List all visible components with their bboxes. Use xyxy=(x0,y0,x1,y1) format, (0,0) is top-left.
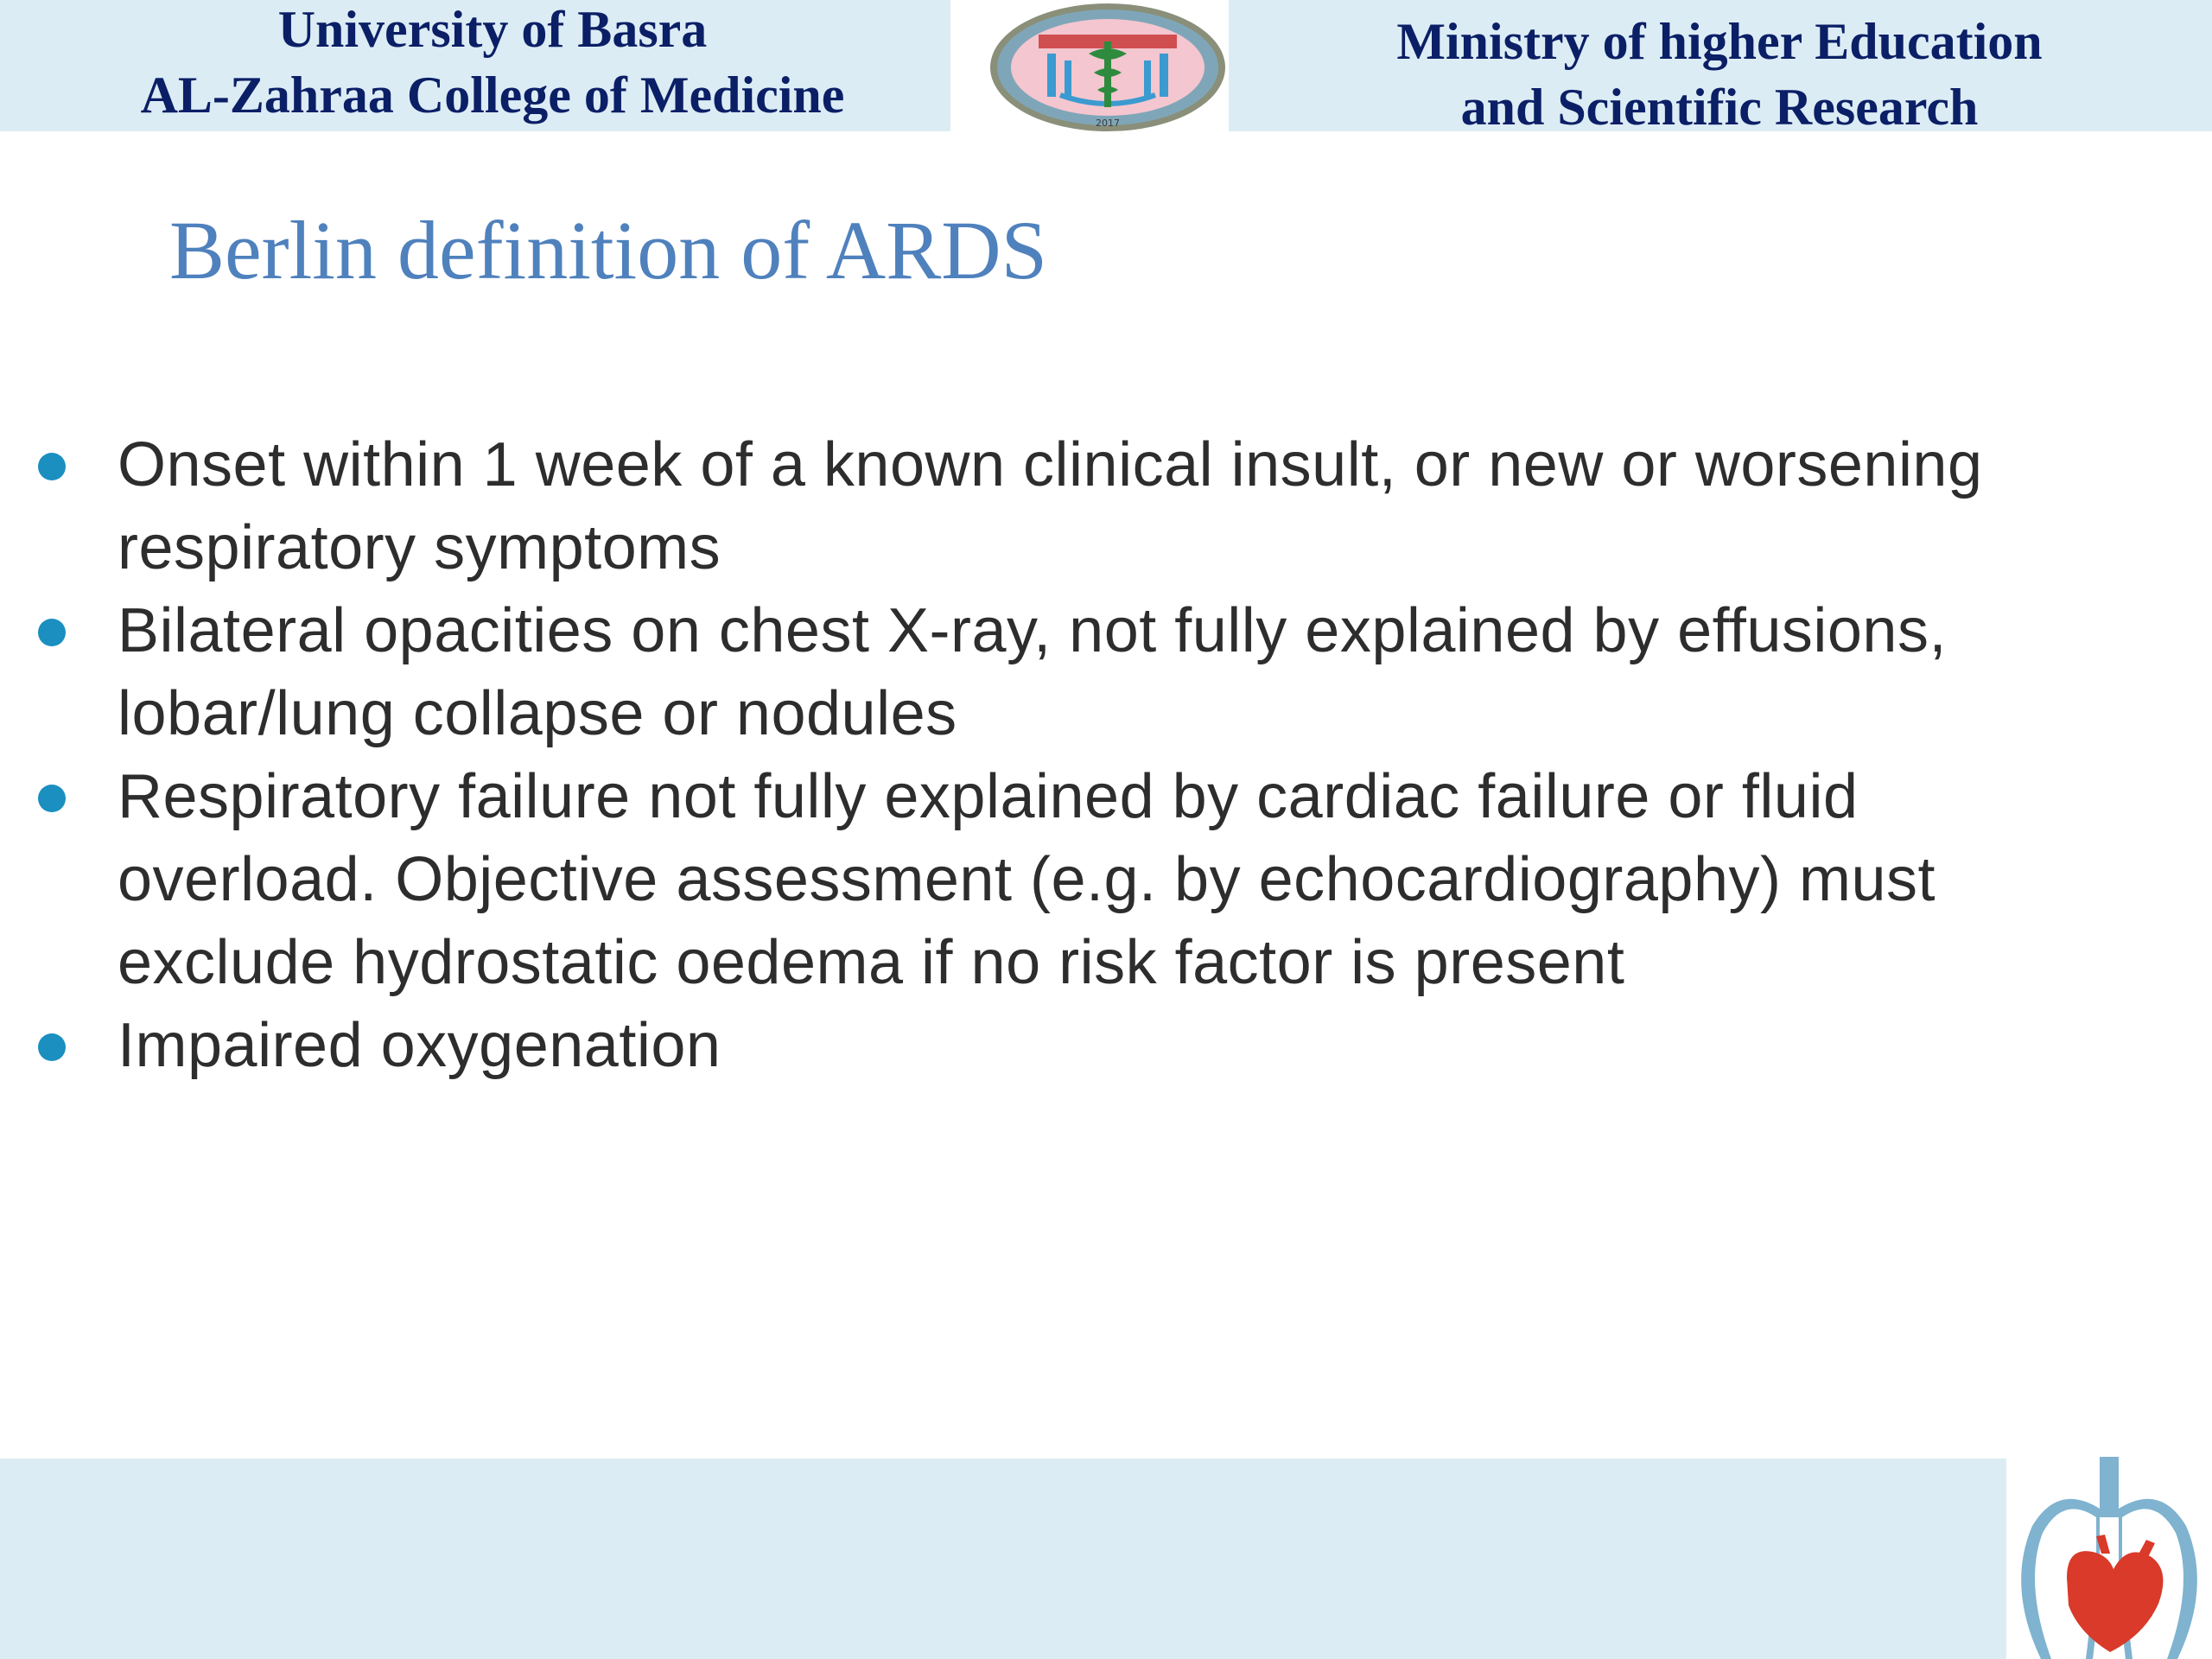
university-heading xyxy=(0,0,985,128)
lungs-heart-icon xyxy=(2006,1457,2212,1659)
bullet-dot-icon xyxy=(38,1033,66,1061)
footer-band xyxy=(0,1459,2008,1659)
college-seal-logo-icon xyxy=(987,0,1229,134)
ministry-name-line2: and Scientific Research xyxy=(1460,79,1979,136)
bullet-line: Bilateral opacities on chest X-ray, not fully explained by effusions, xyxy=(118,596,1947,665)
college-logo xyxy=(987,0,1229,134)
bullet-list xyxy=(0,423,2143,1087)
bullet-dot-icon xyxy=(38,785,66,812)
bullet-line: Respiratory failure not fully explained by cardiac failure or fluid xyxy=(118,762,1859,831)
bullet-line: Onset within 1 week of a known clinical insult, or new or worsening xyxy=(118,430,1983,499)
college-name: AL-Zahraa College of Medicine xyxy=(140,67,845,124)
bullet-item-opacities xyxy=(0,589,2143,755)
bullet-line: overload. Objective assessment (e.g. by echocardiography) must xyxy=(118,845,1936,914)
bullet-line: exclude hydrostatic oedema if no risk factor is present xyxy=(118,928,1625,997)
bullet-line: Impaired oxygenation xyxy=(118,1011,721,1080)
university-name: University of Basra xyxy=(277,1,708,58)
bullet-dot-icon xyxy=(38,453,66,480)
lungs-heart-logo xyxy=(2006,1457,2212,1659)
slide-title: Berlin definition of ARDS xyxy=(169,204,1047,296)
bullet-item-oxygenation xyxy=(0,1004,2143,1087)
svg-text:2017: 2017 xyxy=(1096,118,1120,129)
ministry-name-line1: Ministry of higher Education xyxy=(1396,13,2043,70)
bullet-dot-icon xyxy=(38,619,66,646)
bullet-item-respiratory-failure xyxy=(0,755,2143,1004)
bullet-item-onset xyxy=(0,423,2143,589)
ministry-heading xyxy=(1296,9,2143,140)
bullet-line: lobar/lung collapse or nodules xyxy=(118,679,957,748)
bullet-line: respiratory symptoms xyxy=(118,513,721,582)
